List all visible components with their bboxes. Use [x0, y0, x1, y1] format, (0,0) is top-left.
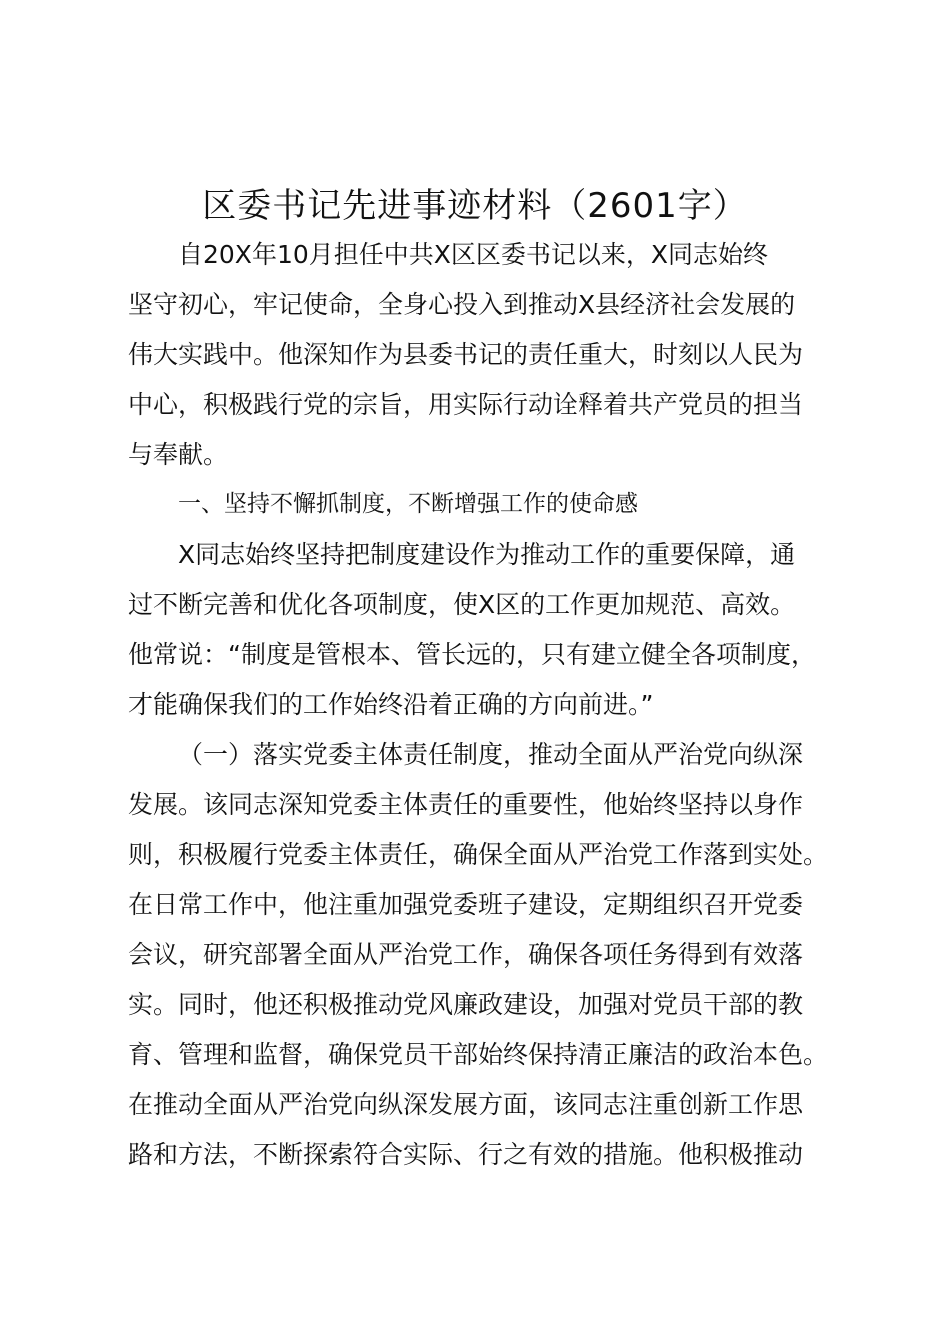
paragraph-line: 则，积极履行党委主体责任，确保全面从严治党工作落到实处。 [128, 840, 829, 869]
paragraph-line: 路和方法，不断探索符合实际、行之有效的措施。他积极推动 [128, 1140, 804, 1169]
paragraph-line: 实。同时，他还积极推动党风廉政建设，加强对党员干部的教 [128, 990, 804, 1019]
section-heading: 一、坚持不懈抓制度，不断增强工作的使命感 [178, 491, 638, 517]
paragraph-line: 坚守初心，牢记使命，全身心投入到推动X县经济社会发展的 [128, 290, 796, 319]
paragraph-line: 会议，研究部署全面从严治党工作，确保各项任务得到有效落 [128, 940, 804, 969]
paragraph-line: 在日常工作中，他注重加强党委班子建设，定期组织召开党委 [128, 890, 804, 919]
paragraph-line: 自20X年10月担任中共X区区委书记以来，X同志始终 [178, 240, 769, 269]
paragraph-line: 育、管理和监督，确保党员干部始终保持清正廉洁的政治本色。 [128, 1040, 829, 1069]
paragraph-line: 才能确保我们的工作始终沿着正确的方向前进。” [128, 690, 654, 719]
paragraph-line: 发展。该同志深知党委主体责任的重要性，他始终坚持以身作 [128, 790, 804, 819]
paragraph-line: 与奉献。 [128, 440, 229, 469]
paragraph-line: 他常说：“制度是管根本、管长远的，只有建立健全各项制度， [128, 640, 816, 669]
paragraph-line: 中心，积极践行党的宗旨，用实际行动诠释着共产党员的担当 [128, 390, 804, 419]
paragraph-line: 过不断完善和优化各项制度，使X区的工作更加规范、高效。 [128, 590, 796, 619]
paragraph-line: 在推动全面从严治党向纵深发展方面，该同志注重创新工作思 [128, 1090, 804, 1119]
paragraph-line: X同志始终坚持把制度建设作为推动工作的重要保障，通 [178, 540, 796, 569]
document-title: 区委书记先进事迹材料（2601字） [202, 186, 748, 226]
subsection-line: （一）落实党委主体责任制度，推动全面从严治党向纵深 [178, 740, 804, 769]
paragraph-line: 伟大实践中。他深知作为县委书记的责任重大，时刻以人民为 [128, 340, 804, 369]
